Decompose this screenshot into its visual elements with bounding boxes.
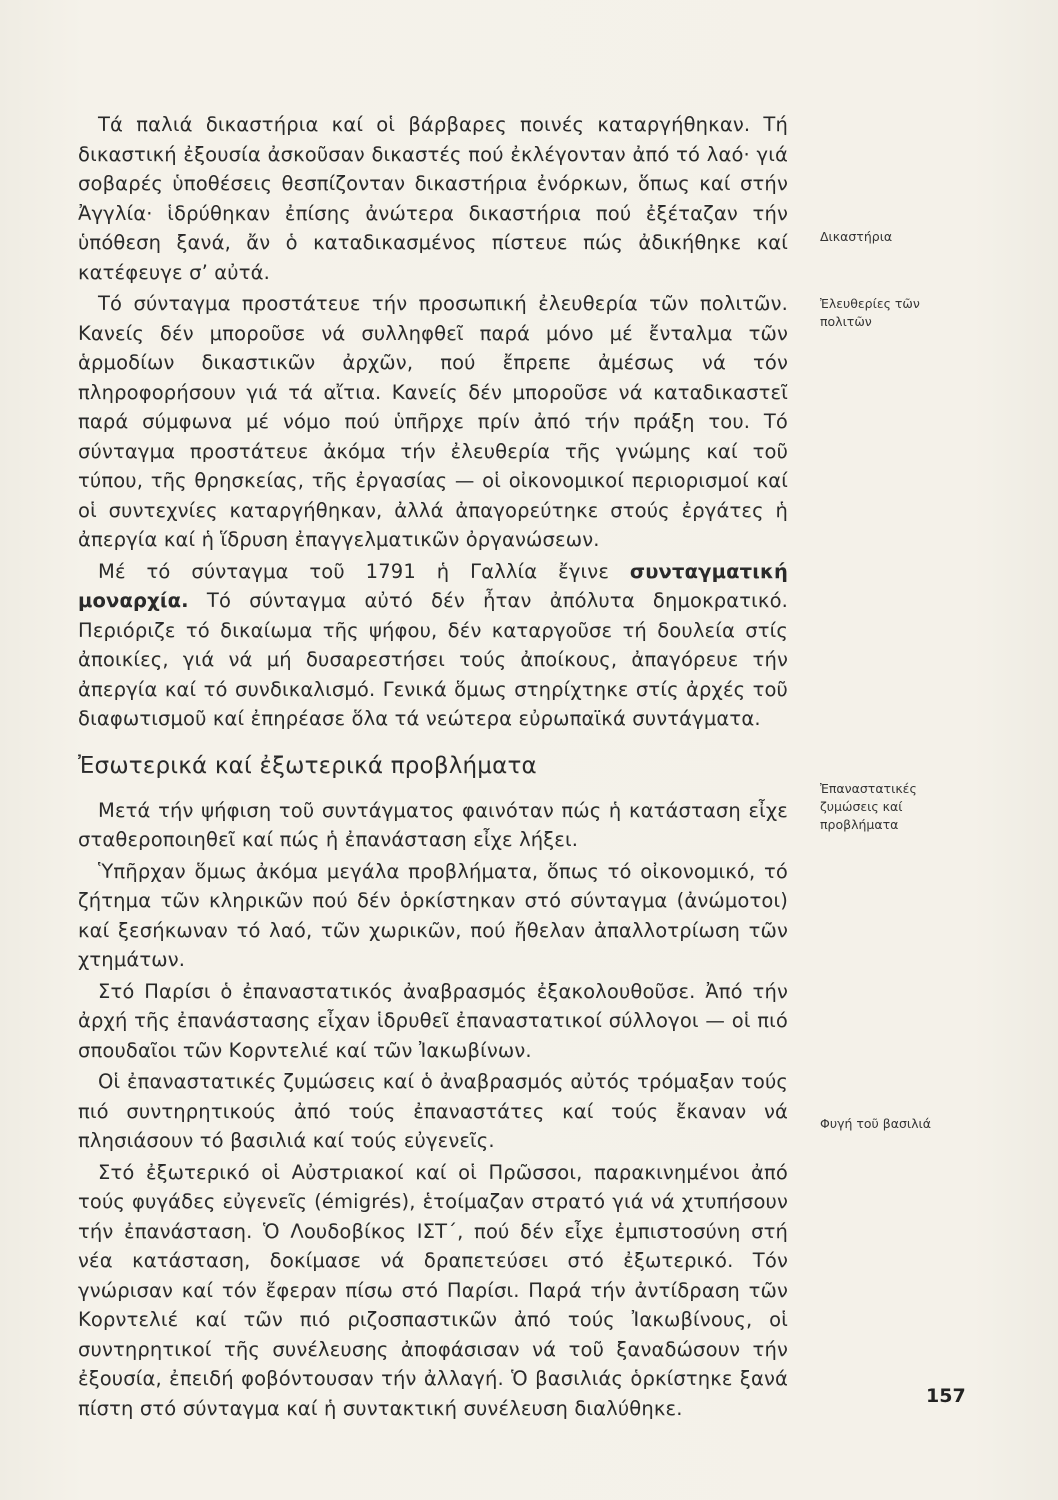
paragraph-problems: Ὑπῆρχαν ὅμως ἀκόμα μεγάλα προβλήματα, ὅπως τό οἰκονομικό, τό ζήτημα τῶν κληρικῶν πού δέν ὁρκίστηκαν στό σύνταγμα (ἀνώμοτοι) καί ξεσήκωναν τό λαό, τῶν χωρικῶν, πού ἤθελαν ἀπαλλοτρίωση τῶν χτημάτων. xyxy=(78,859,788,971)
paragraph-constitution-1791 xyxy=(78,557,788,734)
margin-note-revolutionary: Ἐπαναστατικές ζυμώσεις καί προβλήματα xyxy=(820,781,917,832)
paragraph-king-flight: Στό ἐξωτερικό οἱ Αὐστριακοί καί οἱ Πρῶσσοι, παρακινημένοι ἀπό τούς φυγάδες εὐγενεῖς (émigrés), ἑτοίμαζαν στρατό γιά νά χτυπήσουν τήν ἐπανάσταση. Ὁ Λουδοβίκος ΙΣΤ΄, πού δέν εἶχε ἐμπιστοσύνη στή νέα κατάσταση, δοκίμασε νά δραπετεύσει στό ἐξωτερικό. Τόν γνώρισαν καί τόν ἔφεραν πίσω στό Παρίσι. Παρά τήν ἀντίδραση τῶν Κορντελιέ καί τῶν πιό ριζοσπαστικῶν ἀπό τούς Ἰακωβίνους, οἱ συντηρητικοί τῆς συνέλευσης ἀποφάσισαν νά τοῦ ξαναδώσουν τήν ἐξουσία, ἐπειδή φοβόντουσαν τήν ἀλλαγή. Ὁ βασιλιάς ὁρκίστηκε ξανά πίστη στό σύνταγμα καί ἡ συντακτική συνέλευση διαλύθηκε. xyxy=(78,1160,788,1420)
section-internal-external-problems xyxy=(78,796,788,1424)
margin-note-freedoms: Ἐλευθερίες τῶν πολιτῶν xyxy=(820,296,920,329)
margin-note-king-flight: Φυγή τοῦ βασιλιά xyxy=(820,1116,931,1131)
paragraph-citizen-freedoms: Τό σύνταγμα προστάτευε τήν προσωπική ἐλευθερία τῶν πολιτῶν. Κανείς δέν μποροῦσε νά συλληφθεῖ παρά μόνο μέ ἔνταλμα τῶν ἁρμοδίων δικαστικῶν ἀρχῶν, πού ἔπρεπε ἀμέσως νά τόν πληροφορήσουν γιά τά αἴτια. Κανείς δέν μποροῦσε νά καταδικαστεῖ παρά σύμφωνα μέ νόμο πού ὑπῆρχε πρίν ἀπό τήν πράξη του. Τό σύνταγμα προστάτευε ἀκόμα τήν ἐλευθερία τῆς γνώμης καί τοῦ τύπου, τῆς θρησκείας, τῆς ἐργασίας — οἱ οἰκονομικοί περιορισμοί καί οἱ συντεχνίες καταργήθηκαν, ἀλλά ἀπαγορεύτηκε στούς ἐργάτες ἡ ἀπεργία καί ἡ ἵδρυση ἐπαγγελματικῶν ὀργανώσεων. xyxy=(78,292,788,551)
paragraph-fermentation: Οἱ ἐπαναστατικές ζυμώσεις καί ὁ ἀναβρασμός αὐτός τρόμαξαν τούς πιό συντηρητικούς ἀπό τούς ἐπαναστάτες καί τούς ἔκαναν νά πλησιάσουν τό βασιλιά καί τούς εὐγενεῖς. xyxy=(78,1070,788,1152)
paragraph-after-vote: Μετά τήν ψήφιση τοῦ συντάγματος φαινόταν πώς ἡ κατάσταση εἶχε σταθεροποιηθεῖ καί πώς ἡ ἐπανάσταση εἶχε λήξει. xyxy=(78,798,788,851)
paragraph-constitution-1791-end: Τό σύνταγμα αὐτό δέν ἦταν ἀπόλυτα δημοκρατικό. Περιόριζε τό δικαίωμα τῆς ψήφου, δέν καταργοῦσε τή δουλεία στίς ἀποικίες, γιά νά μή δυσαρεστήσει τούς ἀποίκους, ἀπαγόρευε τήν ἀπεργία καί τό συνδικαλισμό. Γενικά ὅμως στηρίχτηκε στίς ἀρχές τοῦ διαφωτισμοῦ καί ἐπηρέασε ὅλα τά νεώτερα εὐρωπαϊκά συντάγματα. xyxy=(78,589,788,730)
section-heading: Ἐσωτερικά καί ἐξωτερικά προβλήματα xyxy=(78,752,537,779)
bold-term: συνταγματική μοναρχία. xyxy=(78,559,788,612)
margin-note-courts: Δικαστήρια xyxy=(820,229,893,244)
paragraph-constitution-1791-start: Μέ τό σύνταγμα τοῦ 1791 ἡ Γαλλία ἔγινε xyxy=(98,559,630,583)
page-number: 157 xyxy=(926,1385,966,1407)
paragraph-courts: Τά παλιά δικαστήρια καί οἱ βάρβαρες ποινές καταργήθηκαν. Τή δικαστική ἐξουσία ἀσκοῦσαν δικαστές πού ἐκλέγονταν ἀπό τό λαό· γιά σοβαρές ὑποθέσεις θεσπίζονταν δικαστήρια ἐνόρκων, ὅπως καί στήν Ἀγγλία· ἱδρύθηκαν ἐπίσης ἀνώτερα δικαστήρια πού ἐξέταζαν τήν ὑπόθεση ξανά, ἄν ὁ καταδικασμένος πίστευε πώς ἀδικήθηκε καί κατέφευγε σ’ αὐτά. xyxy=(78,113,788,284)
paragraph-paris: Στό Παρίσι ὁ ἐπαναστατικός ἀναβρασμός ἐξακολουθοῦσε. Ἀπό τήν ἀρχή τῆς ἐπανάστασης εἶχαν ἱδρυθεῖ ἐπαναστατικοί σύλλογοι — οἱ πιό σπουδαῖοι τῶν Κορντελιέ καί τῶν Ἰακωβίνων. xyxy=(78,979,788,1062)
main-text-column xyxy=(78,110,788,1423)
